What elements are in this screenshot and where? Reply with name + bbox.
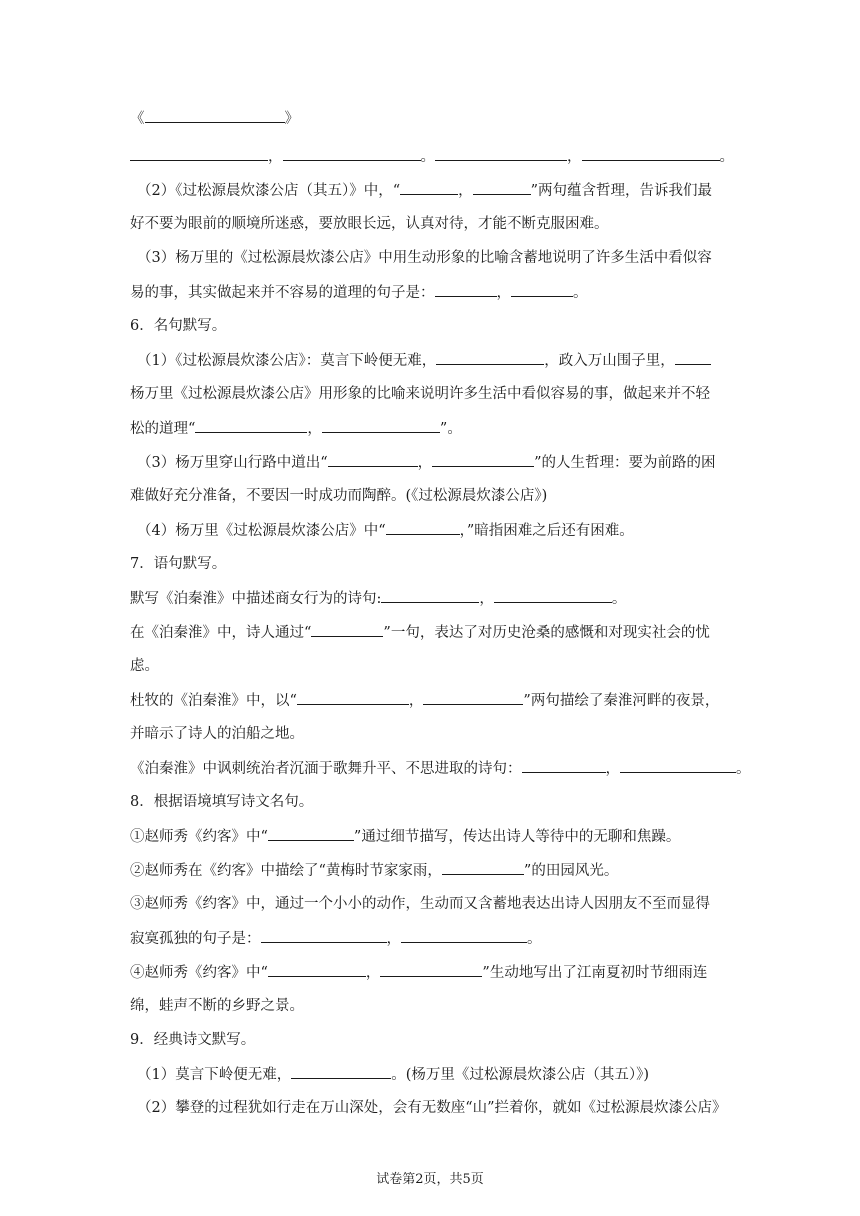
line-text: ”两句蕴含哲理，告诉我们最 bbox=[530, 183, 713, 199]
line-text: ， bbox=[458, 183, 473, 199]
line-text: ， bbox=[268, 149, 283, 165]
line-text: ”一句，表达了对历史沧桑的感慨和对现实社会的忧 bbox=[383, 625, 710, 641]
text-line bbox=[137, 248, 747, 268]
answer-blank bbox=[675, 350, 711, 365]
answer-blank bbox=[311, 622, 383, 637]
line-text: ， bbox=[408, 693, 424, 709]
answer-blank bbox=[473, 180, 531, 195]
text-line bbox=[130, 108, 740, 129]
text-line bbox=[130, 384, 740, 404]
text-line bbox=[130, 316, 740, 336]
line-text: 。 bbox=[573, 285, 588, 301]
text-line bbox=[130, 214, 740, 234]
answer-blank bbox=[145, 108, 285, 123]
text-line bbox=[130, 282, 740, 303]
line-text: ，政入万山围子里， bbox=[544, 353, 675, 369]
line-text: ”的人生哲理：要为前路的困 bbox=[534, 455, 716, 471]
line-text: （3）杨万里穿山行路中道出“ bbox=[137, 455, 328, 471]
answer-blank bbox=[130, 146, 268, 161]
line-text: （1）《过松源晨炊漆公店》：莫言下岭便无难， bbox=[137, 353, 437, 369]
line-text: （2）《过松源晨炊漆公店（其五）》中，“ bbox=[137, 183, 401, 199]
line-text: ②赵师秀在《约客》中描绘了“黄梅时节家家雨， bbox=[130, 863, 442, 879]
answer-blank bbox=[268, 826, 354, 841]
line-text: 绵，蛙声不断的乡野之景。 bbox=[130, 998, 304, 1014]
line-text: ， bbox=[386, 931, 401, 947]
answer-blank bbox=[386, 520, 460, 535]
line-text: ”通过细节描写，传达出诗人等待中的无聊和焦躁。 bbox=[353, 829, 681, 845]
answer-blank bbox=[328, 452, 418, 467]
answer-blank bbox=[291, 1064, 391, 1079]
answer-blank bbox=[432, 452, 534, 467]
line-text: 。 bbox=[611, 591, 627, 607]
line-text: 易的事，其实做起来并不容易的道理的句子是： bbox=[130, 285, 435, 301]
line-text: 《 bbox=[130, 111, 145, 127]
line-text: ， bbox=[307, 421, 322, 437]
answer-blank bbox=[494, 588, 612, 603]
text-line bbox=[130, 1030, 740, 1050]
line-text: ①赵师秀《约客》中“ bbox=[130, 829, 268, 845]
line-text: 寂寞孤独的句子是： bbox=[130, 931, 261, 947]
line-text: （3）杨万里的《过松源晨炊漆公店》中用生动形象的比喻含蓄地说明了许多生活中看似容 bbox=[137, 250, 712, 266]
answer-blank bbox=[423, 690, 523, 705]
line-text: ， bbox=[567, 149, 582, 165]
line-text: 6．名句默写。 bbox=[130, 318, 227, 334]
text-line bbox=[130, 962, 740, 983]
line-text: ”。 bbox=[439, 421, 462, 437]
line-text: ”生动地写出了江南夏初时节细雨连 bbox=[482, 965, 708, 981]
text-line bbox=[130, 724, 740, 744]
text-line bbox=[130, 826, 740, 847]
text-line bbox=[130, 996, 740, 1016]
line-text: 》 bbox=[284, 111, 299, 127]
line-text: ， bbox=[365, 965, 381, 981]
text-line bbox=[137, 350, 747, 371]
answer-blank bbox=[435, 146, 567, 161]
line-text: ③赵师秀《约客》中，通过一个小小的动作，生动而又含蓄地表达出诗人因朋友不至而显得 bbox=[130, 896, 710, 912]
line-text: 。 bbox=[420, 149, 435, 165]
line-text: 。(杨万里《过松源晨炊漆公店（其五）》) bbox=[391, 1067, 650, 1083]
answer-blank bbox=[195, 418, 307, 433]
line-text: 9．经典诗文默写。 bbox=[130, 1032, 256, 1048]
line-text: 并暗示了诗人的泊船之地。 bbox=[130, 726, 304, 742]
answer-blank bbox=[322, 418, 440, 433]
line-text: ”的田园风光。 bbox=[523, 863, 619, 879]
text-line bbox=[137, 1064, 747, 1085]
line-text: 8．根据语境填写诗文名句。 bbox=[130, 794, 314, 810]
text-line bbox=[130, 928, 740, 949]
text-line bbox=[130, 418, 740, 439]
answer-blank bbox=[297, 690, 409, 705]
answer-blank bbox=[511, 282, 573, 297]
line-text: 杨万里《过松源晨炊漆公店》用形象的比喻来说明许多生活中看似容易的事，做起来并不轻 bbox=[130, 386, 710, 402]
line-text: ， bbox=[496, 285, 511, 301]
answer-blank bbox=[283, 146, 421, 161]
answer-blank bbox=[261, 928, 387, 943]
answer-blank bbox=[401, 928, 527, 943]
line-text: 默写《泊秦淮》中描述商女行为的诗句 bbox=[130, 591, 377, 607]
line-text: ，”暗指困难之后还有困难。 bbox=[459, 523, 634, 539]
answer-blank bbox=[522, 758, 606, 773]
line-text: 。 bbox=[719, 149, 734, 165]
text-line bbox=[130, 554, 740, 574]
text-line bbox=[130, 792, 740, 812]
line-text: 。 bbox=[527, 931, 542, 947]
text-line bbox=[137, 520, 747, 541]
line-text: 7．语句默写。 bbox=[130, 556, 227, 572]
line-text: （1）莫言下岭便无难， bbox=[137, 1067, 292, 1083]
line-text: （4）杨万里《过松源晨炊漆公店》中“ bbox=[137, 523, 386, 539]
text-line bbox=[137, 452, 747, 473]
text-line bbox=[130, 486, 740, 506]
text-line bbox=[130, 622, 740, 643]
text-line bbox=[130, 758, 751, 779]
text-line bbox=[130, 146, 740, 167]
line-text: : bbox=[376, 591, 382, 607]
answer-blank bbox=[380, 962, 482, 977]
line-text: ”两句描绘了秦淮河畔的夜景， bbox=[523, 693, 720, 709]
answer-blank bbox=[381, 588, 479, 603]
text-line bbox=[137, 1098, 747, 1118]
line-text: 虑。 bbox=[130, 658, 159, 674]
line-text: 杜牧的《泊秦淮》中，以“ bbox=[130, 693, 297, 709]
answer-blank bbox=[400, 180, 458, 195]
answer-blank bbox=[442, 860, 524, 875]
line-text: （2）攀登的过程犹如行走在万山深处，会有无数座“山”拦着你，就如《过松源晨炊漆公店》 bbox=[137, 1100, 727, 1116]
line-text: 难做好充分准备，不要因一时成功而陶醉。(《过松源晨炊漆公店》) bbox=[130, 488, 548, 504]
line-text: 好不要为眼前的顺境所迷惑，要放眼长远，认真对待，才能不断克服困难。 bbox=[130, 216, 609, 232]
page-footer: 试卷第2页，共5页 bbox=[376, 1172, 484, 1187]
text-line bbox=[130, 690, 740, 711]
text-line bbox=[130, 894, 740, 914]
answer-blank bbox=[620, 758, 736, 773]
line-text: 《泊秦淮》中讽刺统治者沉湎于歌舞升平、不思进取的诗句： bbox=[130, 761, 522, 777]
line-text: ， bbox=[417, 455, 433, 471]
answer-blank bbox=[435, 282, 497, 297]
text-line bbox=[130, 860, 740, 881]
answer-blank bbox=[268, 962, 366, 977]
line-text: 松的道理“ bbox=[130, 421, 196, 437]
line-text: ， bbox=[605, 761, 620, 777]
answer-blank bbox=[582, 146, 720, 161]
text-line bbox=[137, 180, 747, 201]
line-text: 。 bbox=[736, 761, 751, 777]
line-text: ④赵师秀《约客》中“ bbox=[130, 965, 268, 981]
line-text: ， bbox=[479, 591, 494, 607]
answer-blank bbox=[436, 350, 544, 365]
text-line bbox=[130, 588, 740, 609]
line-text: 在《泊秦淮》中，诗人通过“ bbox=[130, 625, 312, 641]
text-line bbox=[130, 656, 740, 676]
